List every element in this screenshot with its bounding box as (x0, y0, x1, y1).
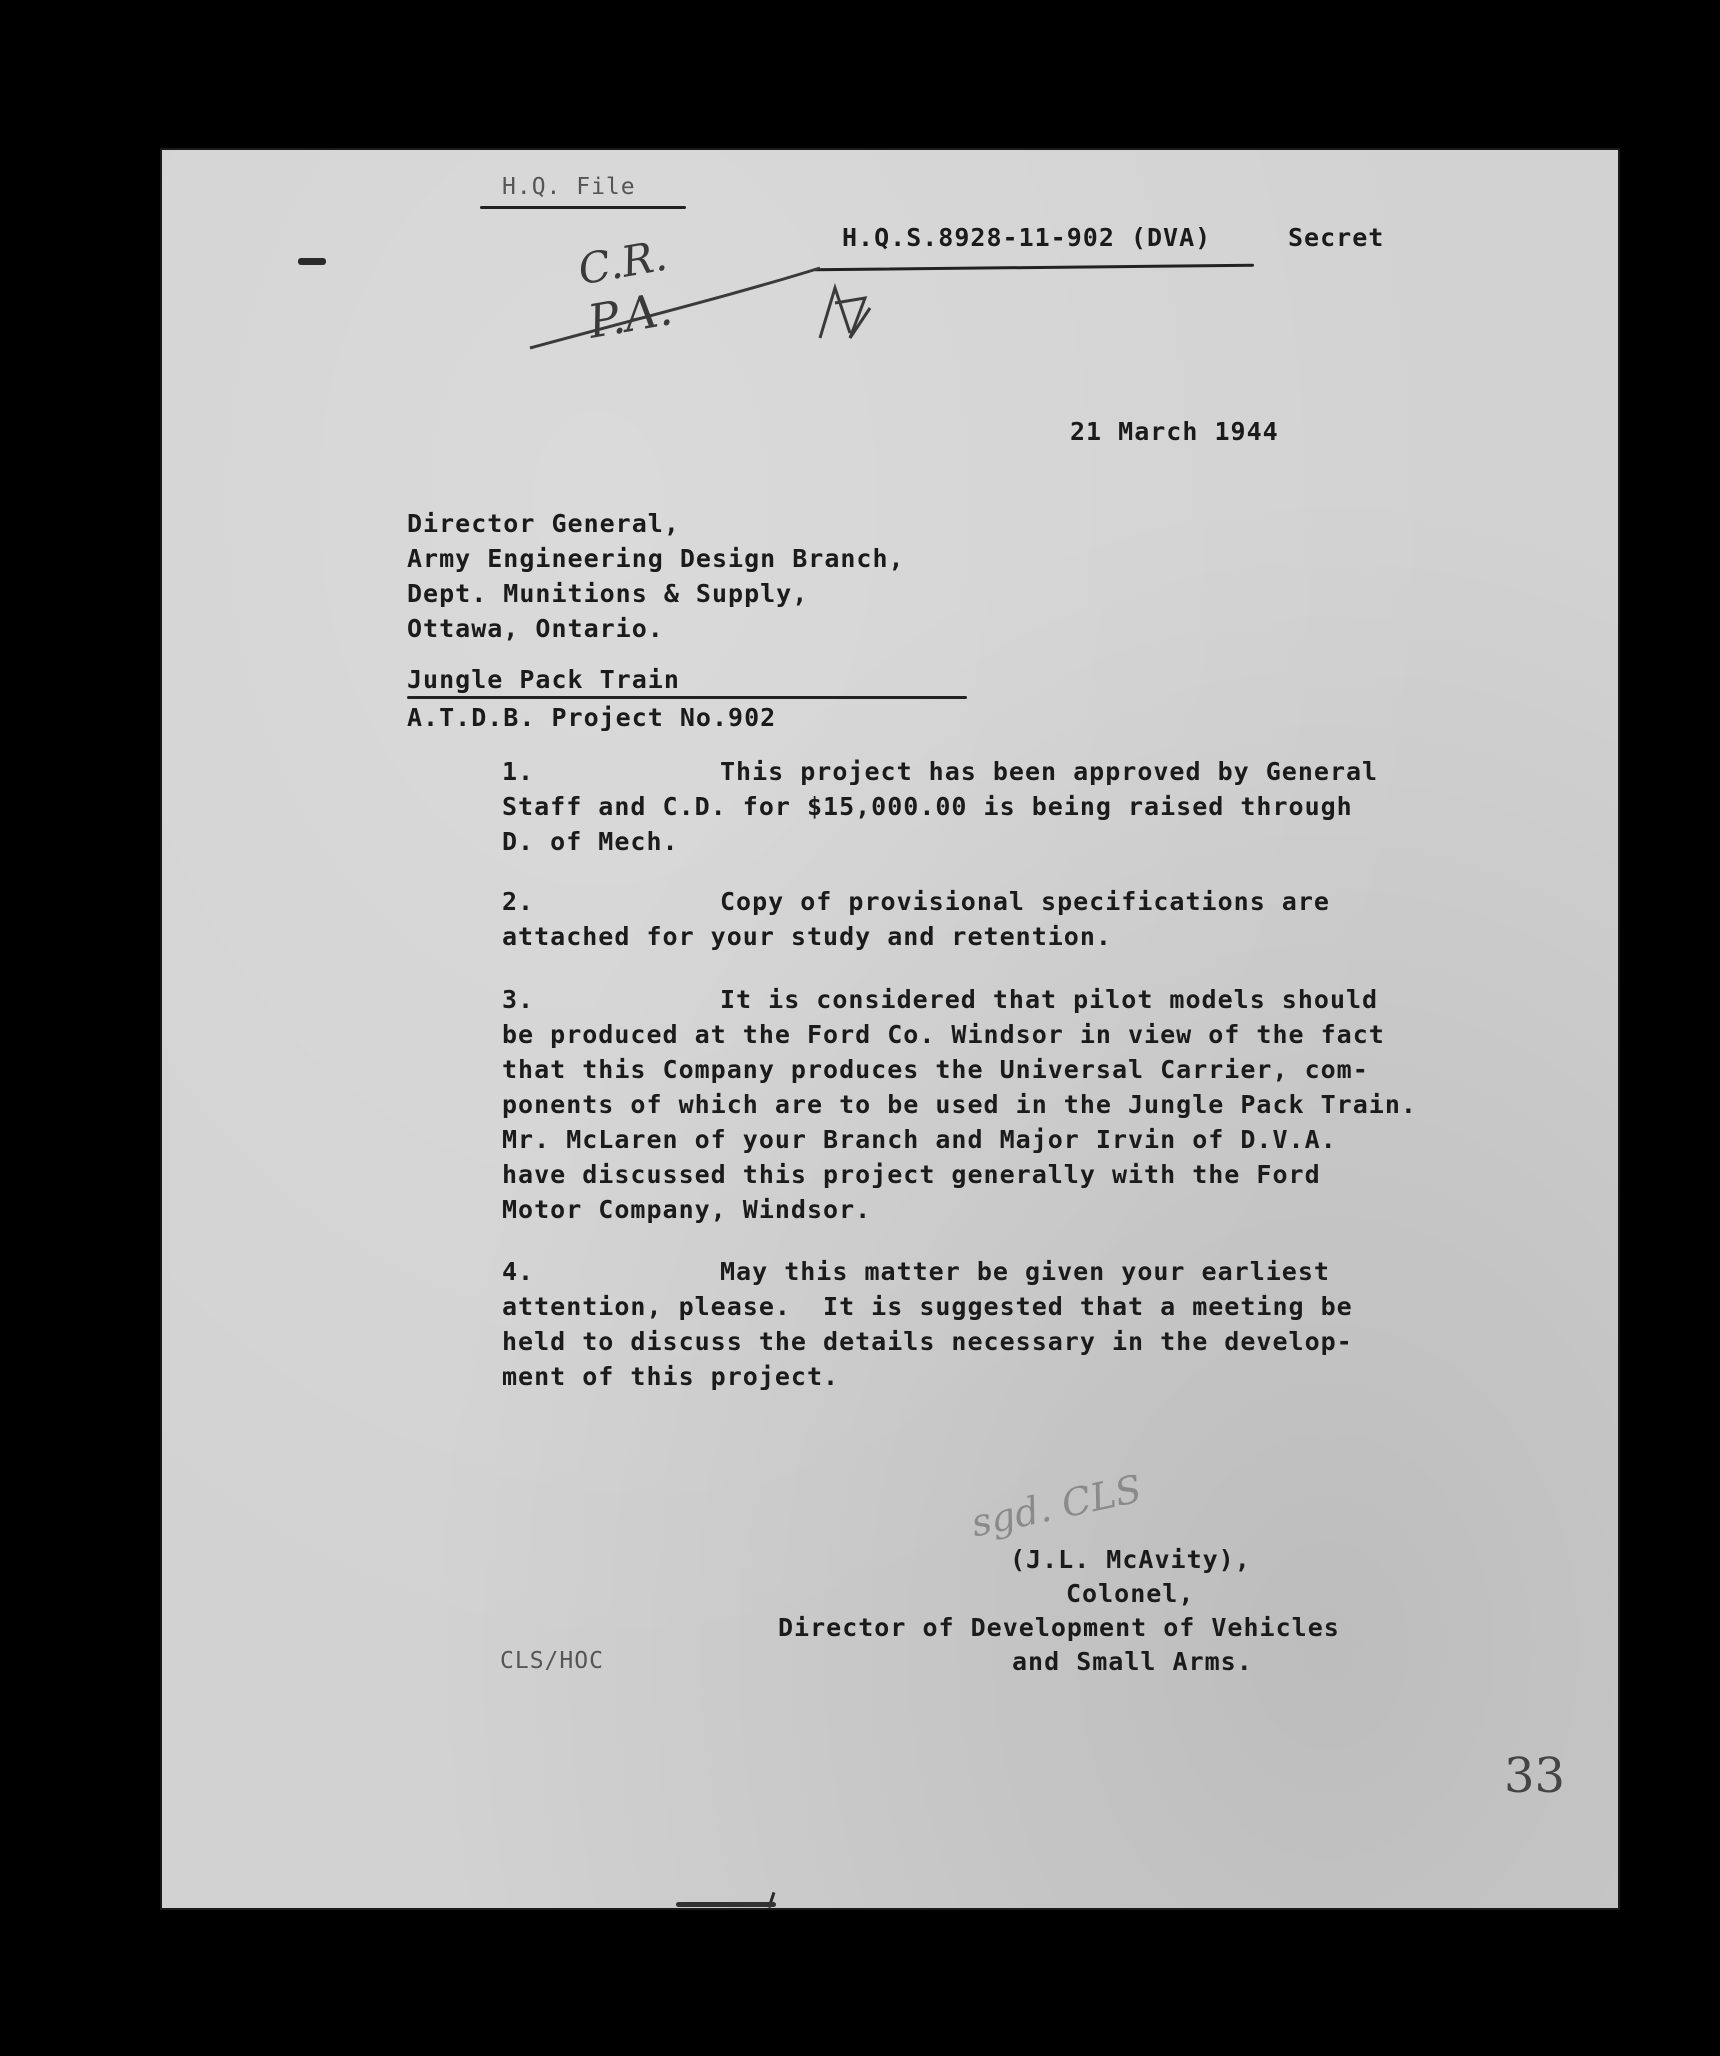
reference-initials: CLS/HOC (500, 1648, 604, 1674)
hq-file-label: H.Q. File (502, 174, 636, 200)
addressee-line-4: Ottawa, Ontario. (407, 614, 664, 643)
handwritten-signature: sgd. CLS (967, 1466, 1146, 1546)
paragraph-3-line-2: be produced at the Ford Co. Windsor in view of the fact (502, 1020, 1385, 1049)
signature-rank: Colonel, (1066, 1579, 1195, 1608)
paragraph-1-line-3: D. of Mech. (502, 827, 679, 856)
signature-title-line-1: Director of Development of Vehicles (778, 1613, 1340, 1642)
paragraph-4-line-1: May this matter be given your earliest (720, 1257, 1330, 1286)
file-number: H.Q.S.8928-11-902 (DVA) (842, 223, 1212, 252)
paragraph-1-number: 1. (502, 757, 535, 786)
margin-mark (298, 258, 326, 265)
paragraph-1-line-2: Staff and C.D. for $15,000.00 is being raised through (502, 792, 1353, 821)
paragraph-4-number: 4. (502, 1257, 535, 1286)
subject-underline (407, 696, 967, 699)
bottom-edge-mark (676, 1902, 776, 1907)
letter-date: 21 March 1944 (1070, 417, 1279, 446)
paragraph-2-line-2: attached for your study and retention. (502, 922, 1112, 951)
paragraph-4-line-2: attention, please. It is suggested that a meeting be (502, 1292, 1353, 1321)
paragraph-3-line-3: that this Company produces the Universal Carrier, com- (502, 1055, 1369, 1084)
addressee-line-3: Dept. Munitions & Supply, (407, 579, 809, 608)
addressee-line-1: Director General, (407, 509, 680, 538)
paragraph-4-line-3: held to discuss the details necessary in the develop- (502, 1327, 1353, 1356)
subject-title: Jungle Pack Train (407, 665, 680, 694)
paragraph-2-number: 2. (502, 887, 535, 916)
paragraph-3-line-1: It is considered that pilot models should (720, 985, 1379, 1014)
paragraph-4-line-4: ment of this project. (502, 1362, 840, 1391)
page-number: 33 (1504, 1748, 1566, 1804)
paragraph-3-line-5: Mr. McLaren of your Branch and Major Irvin of D.V.A. (502, 1125, 1337, 1154)
classification-label: Secret (1288, 223, 1385, 252)
paragraph-3-line-7: Motor Company, Windsor. (502, 1195, 872, 1224)
signature-name: (J.L. McAvity), (1010, 1545, 1251, 1574)
subject-project: A.T.D.B. Project No.902 (407, 703, 777, 732)
document-page (160, 148, 1620, 1910)
hq-file-underline (480, 206, 686, 209)
paragraph-1-line-1: This project has been approved by General (720, 757, 1379, 786)
paragraph-2-line-1: Copy of provisional specifications are (720, 887, 1330, 916)
paragraph-3-line-4: ponents of which are to be used in the Jungle Pack Train. (502, 1090, 1417, 1119)
handwritten-initials-2: P.A. (583, 281, 677, 349)
paragraph-3-number: 3. (502, 985, 535, 1014)
handwritten-strike-stroke (520, 248, 940, 368)
signature-title-line-2: and Small Arms. (1012, 1647, 1253, 1676)
handwritten-initials-1: C.R. (574, 230, 671, 295)
paragraph-3-line-6: have discussed this project generally with the Ford (502, 1160, 1321, 1189)
addressee-line-2: Army Engineering Design Branch, (407, 544, 905, 573)
